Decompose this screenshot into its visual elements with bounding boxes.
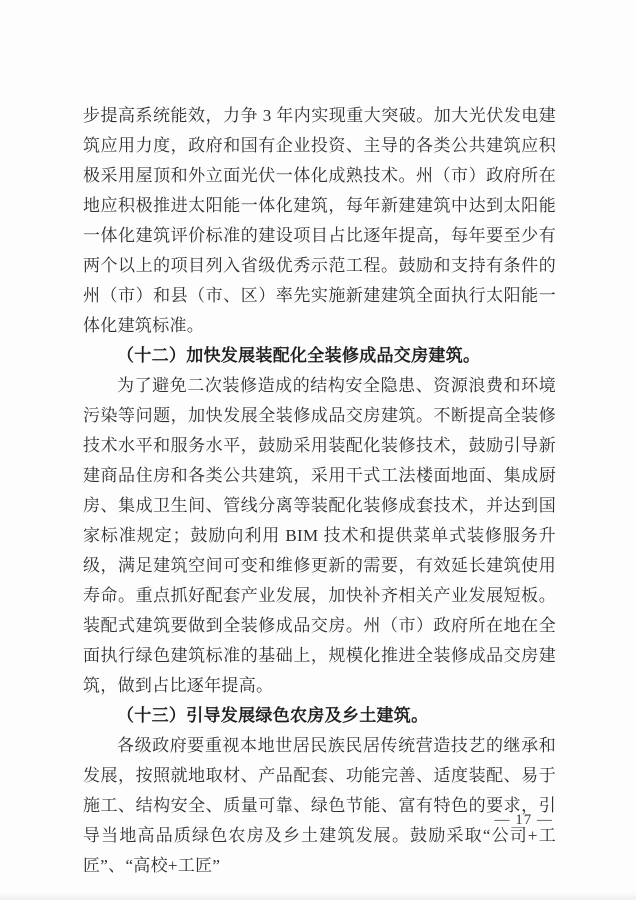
paragraph-section-13-body: 各级政府要重视本地世居民族民居传统营造技艺的继承和发展，按照就地取材、产品配套、功能完善、适度装配、易于施工、结构安全、质量可靠、绿色节能、富有特色的要求，引导当地高品质绿色农房及乡土建筑发展。鼓励采取“公司+工匠”、“高校+工匠” <box>83 736 556 875</box>
document-text-block <box>83 101 556 881</box>
section-heading-12: （十二）加快发展装配化全装修成品交房建筑。 <box>117 346 481 365</box>
paragraph-section-12-body: 为了避免二次装修造成的结构安全隐患、资源浪费和环境污染等问题，加快发展全装修成品交房建筑。不断提高全装修技术水平和服务水平，鼓励采用装配化装修技术，鼓励引导新建商品住房和各类公共建筑，采用干式工法楼面地面、集成厨房、集成卫生间、管线分离等装配化装修成套技术，并达到国家标准规定；鼓励向利用 BIM 技术和提供菜单式装修服务升级，满足建筑空间可变和维修更新的需要，有效延长建筑使用寿命。重点抓好配套产业发展，加快补齐相关产业发展短板。装配式建筑要做到全装修成品交房。州（市）政府所在地在全面执行绿色建筑标准的基础上，规模化推进全装修成品交房建筑，做到占比逐年提高。 <box>83 376 556 695</box>
paragraph-continuation-solar: 步提高系统能效，力争 3 年内实现重大突破。加大光伏发电建筑应用力度，政府和国有企业投资、主导的各类公共建筑应积极采用屋顶和外立面光伏一体化成熟技术。州（市）政府所在地应积极推进太阳能一体化建筑，每年新建建筑中达到太阳能一体化建筑评价标准的建设项目占比逐年提高，每年要至少有两个以上的项目列入省级优秀示范工程。鼓励和支持有条件的州（市）和县（市、区）率先实施新建建筑全面执行太阳能一体化建筑标准。 <box>83 106 556 335</box>
page-number: — 17 — <box>494 812 553 828</box>
section-heading-13: （十三）引导发展绿色农房及乡土建筑。 <box>117 706 429 725</box>
scan-bottom-edge <box>0 892 636 900</box>
